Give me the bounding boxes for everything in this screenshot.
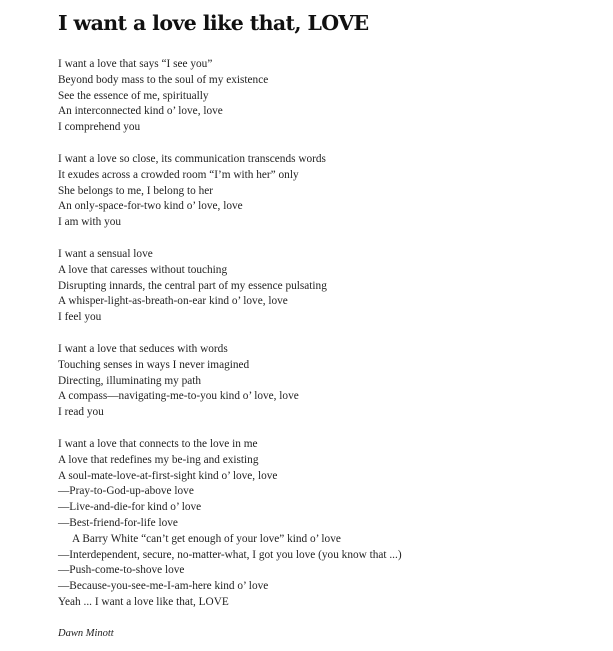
poem-line: A love that redefines my be-ing and existing <box>58 453 259 466</box>
poem-line: —Interdependent, secure, no-matter-what, I got you love (you know that ...) <box>58 548 402 561</box>
poem-line: I read you <box>58 406 104 419</box>
stanza-5 <box>58 437 598 611</box>
poem-line: —Best-friend-for-life love <box>58 516 178 529</box>
poem-line: Disrupting innards, the central part of my essence pulsating <box>58 279 327 292</box>
poem-title: I want a love like that, LOVE <box>58 11 369 35</box>
poem-line: I feel you <box>58 311 102 324</box>
poem-line: It exudes across a crowded room “I’m with her” only <box>58 168 299 181</box>
poem-line: —Pray-to-God-up-above love <box>58 485 194 498</box>
poem-line: I am with you <box>58 216 122 229</box>
poem-line: See the essence of me, spiritually <box>58 89 209 102</box>
stanza-4 <box>58 342 598 421</box>
poem-line: Yeah ... I want a love like that, LOVE <box>58 595 229 608</box>
poem-line: Touching senses in ways I never imagined <box>58 358 250 371</box>
poem-author: Dawn Minott <box>58 628 114 639</box>
poem-line-indented: A Barry White “can’t get enough of your love” kind o’ love <box>72 532 341 545</box>
poem-line: A love that caresses without touching <box>58 263 228 276</box>
poem-line: A soul-mate-love-at-first-sight kind o’ love, love <box>58 469 278 482</box>
poem-line: I want a love that says “I see you” <box>58 58 213 70</box>
poem-line: Beyond body mass to the soul of my existence <box>58 73 269 86</box>
poem-line: A whisper-light-as-breath-on-ear kind o’ love, love <box>58 295 288 308</box>
poem-line: She belongs to me, I belong to her <box>58 184 213 197</box>
stanza-1 <box>58 57 598 136</box>
poem-line: An interconnected kind o’ love, love <box>58 105 223 118</box>
poem-line: —Push-come-to-shove love <box>58 564 185 577</box>
stanza-2 <box>58 152 598 231</box>
poem-line: —Live-and-die-for kind o’ love <box>58 501 202 514</box>
stanza-3 <box>58 247 598 326</box>
poem-line: An only-space-for-two kind o’ love, love <box>58 200 243 213</box>
poem-line: I want a love so close, its communication transcends words <box>58 153 326 165</box>
poem-line: Directing, illuminating my path <box>58 374 202 387</box>
poem-line: I comprehend you <box>58 121 141 134</box>
poem-line: I want a love that connects to the love in me <box>58 438 258 450</box>
poem-line: I want a sensual love <box>58 248 153 260</box>
poem-line: —Because-you-see-me-I-am-here kind o’ love <box>58 580 269 593</box>
poem-line: I want a love that seduces with words <box>58 343 228 355</box>
poem-line: A compass—navigating-me-to-you kind o’ love, love <box>58 390 299 403</box>
